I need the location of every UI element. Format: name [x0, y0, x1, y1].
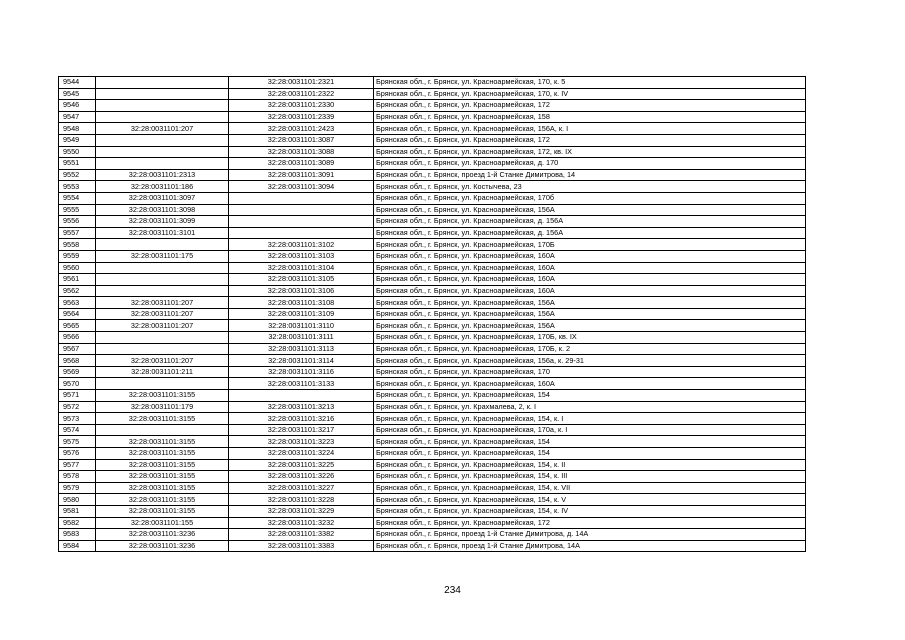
row-number-cell: 9568 [59, 355, 96, 367]
table-row [59, 308, 806, 320]
address-cell: Брянская обл., г. Брянск, ул. Красноармейская, 170, к. 5 [374, 77, 806, 89]
table-row [59, 332, 806, 344]
address-cell: Брянская обл., г. Брянск, ул. Костычева, 23 [374, 181, 806, 193]
row-number-cell: 9563 [59, 297, 96, 309]
parent-cadastral-cell: 32:28:0031101:207 [96, 123, 229, 135]
address-cell: Брянская обл., г. Брянск, ул. Красноармейская, 172 [374, 517, 806, 529]
row-number-cell: 9554 [59, 192, 96, 204]
table-row [59, 111, 806, 123]
table-row [59, 123, 806, 135]
row-number-cell: 9572 [59, 401, 96, 413]
table-row [59, 529, 806, 541]
address-cell: Брянская обл., г. Брянск, ул. Красноармейская, 154 [374, 448, 806, 460]
parent-cadastral-cell: 32:28:0031101:207 [96, 320, 229, 332]
row-number-cell: 9570 [59, 378, 96, 390]
row-number-cell: 9559 [59, 250, 96, 262]
address-cell: Брянская обл., г. Брянск, ул. Красноармейская, д. 156А [374, 216, 806, 228]
parent-cadastral-cell: 32:28:0031101:207 [96, 308, 229, 320]
parent-cadastral-cell [96, 100, 229, 112]
table-row [59, 192, 806, 204]
row-number-cell: 9566 [59, 332, 96, 344]
parent-cadastral-cell: 32:28:0031101:179 [96, 401, 229, 413]
address-cell: Брянская обл., г. Брянск, ул. Красноармейская, 170, к. IV [374, 88, 806, 100]
table-row [59, 482, 806, 494]
row-number-cell: 9546 [59, 100, 96, 112]
table-row [59, 390, 806, 402]
parent-cadastral-cell [96, 424, 229, 436]
parent-cadastral-cell: 32:28:0031101:175 [96, 250, 229, 262]
cadastral-number-cell: 32:28:0031101:3113 [229, 343, 374, 355]
address-cell: Брянская обл., г. Брянск, ул. Красноармейская, 160А [374, 285, 806, 297]
address-cell: Брянская обл., г. Брянск, ул. Красноармейская, 160А [374, 274, 806, 286]
parent-cadastral-cell [96, 262, 229, 274]
row-number-cell: 9582 [59, 517, 96, 529]
table-row [59, 88, 806, 100]
table-row [59, 158, 806, 170]
parent-cadastral-cell [96, 285, 229, 297]
cadastral-number-cell: 32:28:0031101:3116 [229, 366, 374, 378]
table-row [59, 227, 806, 239]
cadastral-number-cell [229, 227, 374, 239]
row-number-cell: 9553 [59, 181, 96, 193]
address-cell: Брянская обл., г. Брянск, ул. Красноармейская, 154, к. V [374, 494, 806, 506]
cadastral-number-cell: 32:28:0031101:3111 [229, 332, 374, 344]
table-row [59, 517, 806, 529]
parent-cadastral-cell: 32:28:0031101:3155 [96, 471, 229, 483]
row-number-cell: 9558 [59, 239, 96, 251]
parent-cadastral-cell: 32:28:0031101:3155 [96, 505, 229, 517]
table-body [59, 77, 806, 552]
row-number-cell: 9556 [59, 216, 96, 228]
address-cell: Брянская обл., г. Брянск, ул. Красноармейская, 154, к. IV [374, 505, 806, 517]
table-row [59, 204, 806, 216]
cadastral-number-cell: 32:28:0031101:3108 [229, 297, 374, 309]
cadastral-number-cell: 32:28:0031101:3105 [229, 274, 374, 286]
cadastral-number-cell: 32:28:0031101:3114 [229, 355, 374, 367]
address-cell: Брянская обл., г. Брянск, ул. Красноармейская, 154 [374, 436, 806, 448]
cadastral-number-cell: 32:28:0031101:3103 [229, 250, 374, 262]
cadastral-number-cell: 32:28:0031101:3227 [229, 482, 374, 494]
row-number-cell: 9552 [59, 169, 96, 181]
table-row [59, 285, 806, 297]
table-row [59, 169, 806, 181]
cadastral-number-cell: 32:28:0031101:3091 [229, 169, 374, 181]
parent-cadastral-cell [96, 274, 229, 286]
cadastral-number-cell: 32:28:0031101:2423 [229, 123, 374, 135]
table-row [59, 216, 806, 228]
parent-cadastral-cell [96, 111, 229, 123]
table-row [59, 436, 806, 448]
row-number-cell: 9549 [59, 134, 96, 146]
table-row [59, 355, 806, 367]
row-number-cell: 9573 [59, 413, 96, 425]
address-cell: Брянская обл., г. Брянск, ул. Красноармейская, 160А [374, 262, 806, 274]
parent-cadastral-cell: 32:28:0031101:3155 [96, 482, 229, 494]
table-row [59, 401, 806, 413]
address-cell: Брянская обл., г. Брянск, ул. Красноармейская, 156А [374, 308, 806, 320]
cadastral-table [58, 76, 806, 552]
cadastral-number-cell: 32:28:0031101:3217 [229, 424, 374, 436]
row-number-cell: 9579 [59, 482, 96, 494]
row-number-cell: 9557 [59, 227, 96, 239]
table-row [59, 471, 806, 483]
address-cell: Брянская обл., г. Брянск, ул. Красноармейская, 160А [374, 250, 806, 262]
cadastral-number-cell [229, 390, 374, 402]
parent-cadastral-cell: 32:28:0031101:3155 [96, 459, 229, 471]
cadastral-number-cell: 32:28:0031101:3225 [229, 459, 374, 471]
table-row [59, 181, 806, 193]
row-number-cell: 9574 [59, 424, 96, 436]
row-number-cell: 9565 [59, 320, 96, 332]
address-cell: Брянская обл., г. Брянск, ул. Крахмалева, 2, к. I [374, 401, 806, 413]
row-number-cell: 9581 [59, 505, 96, 517]
table-row [59, 77, 806, 89]
cadastral-number-cell: 32:28:0031101:3106 [229, 285, 374, 297]
table-row [59, 540, 806, 552]
cadastral-number-cell: 32:28:0031101:3213 [229, 401, 374, 413]
cadastral-number-cell: 32:28:0031101:3110 [229, 320, 374, 332]
row-number-cell: 9571 [59, 390, 96, 402]
address-cell: Брянская обл., г. Брянск, ул. Красноармейская, д. 170 [374, 158, 806, 170]
parent-cadastral-cell [96, 239, 229, 251]
row-number-cell: 9545 [59, 88, 96, 100]
table-row [59, 239, 806, 251]
cadastral-number-cell: 32:28:0031101:3094 [229, 181, 374, 193]
cadastral-number-cell: 32:28:0031101:2321 [229, 77, 374, 89]
address-cell: Брянская обл., г. Брянск, ул. Красноармейская, 156А [374, 297, 806, 309]
address-cell: Брянская обл., г. Брянск, ул. Красноармейская, 172 [374, 134, 806, 146]
cadastral-number-cell: 32:28:0031101:2339 [229, 111, 374, 123]
row-number-cell: 9550 [59, 146, 96, 158]
address-cell: Брянская обл., г. Брянск, ул. Красноармейская, 156А, к. I [374, 123, 806, 135]
address-cell: Брянская обл., г. Брянск, ул. Красноармейская, 170а, к. I [374, 424, 806, 436]
table-row [59, 505, 806, 517]
row-number-cell: 9544 [59, 77, 96, 89]
parent-cadastral-cell: 32:28:0031101:3097 [96, 192, 229, 204]
parent-cadastral-cell: 32:28:0031101:186 [96, 181, 229, 193]
row-number-cell: 9578 [59, 471, 96, 483]
parent-cadastral-cell: 32:28:0031101:3155 [96, 390, 229, 402]
parent-cadastral-cell: 32:28:0031101:207 [96, 355, 229, 367]
address-cell: Брянская обл., г. Брянск, ул. Красноармейская, 170Б, к. 2 [374, 343, 806, 355]
row-number-cell: 9577 [59, 459, 96, 471]
row-number-cell: 9562 [59, 285, 96, 297]
row-number-cell: 9576 [59, 448, 96, 460]
address-cell: Брянская обл., г. Брянск, ул. Красноармейская, 170Б, кв. IX [374, 332, 806, 344]
cadastral-number-cell [229, 216, 374, 228]
table-row [59, 134, 806, 146]
parent-cadastral-cell: 32:28:0031101:3155 [96, 494, 229, 506]
address-cell: Брянская обл., г. Брянск, ул. Красноармейская, 154, к. II [374, 459, 806, 471]
parent-cadastral-cell [96, 77, 229, 89]
table-row [59, 413, 806, 425]
parent-cadastral-cell: 32:28:0031101:155 [96, 517, 229, 529]
row-number-cell: 9560 [59, 262, 96, 274]
row-number-cell: 9580 [59, 494, 96, 506]
cadastral-number-cell: 32:28:0031101:3109 [229, 308, 374, 320]
cadastral-number-cell: 32:28:0031101:3232 [229, 517, 374, 529]
address-cell: Брянская обл., г. Брянск, ул. Красноармейская, 154 [374, 390, 806, 402]
cadastral-number-cell: 32:28:0031101:3228 [229, 494, 374, 506]
row-number-cell: 9555 [59, 204, 96, 216]
row-number-cell: 9551 [59, 158, 96, 170]
parent-cadastral-cell [96, 134, 229, 146]
address-cell: Брянская обл., г. Брянск, ул. Красноармейская, 154, к. III [374, 471, 806, 483]
table-row [59, 378, 806, 390]
cadastral-number-cell [229, 204, 374, 216]
row-number-cell: 9548 [59, 123, 96, 135]
row-number-cell: 9584 [59, 540, 96, 552]
address-cell: Брянская обл., г. Брянск, ул. Красноармейская, 156А [374, 204, 806, 216]
table-row [59, 366, 806, 378]
cadastral-number-cell: 32:28:0031101:3224 [229, 448, 374, 460]
table-row [59, 459, 806, 471]
address-cell: Брянская обл., г. Брянск, проезд 1-й Станке Димитрова, д. 14А [374, 529, 806, 541]
row-number-cell: 9575 [59, 436, 96, 448]
row-number-cell: 9564 [59, 308, 96, 320]
cadastral-number-cell: 32:28:0031101:3383 [229, 540, 374, 552]
parent-cadastral-cell [96, 158, 229, 170]
cadastral-number-cell: 32:28:0031101:3088 [229, 146, 374, 158]
address-cell: Брянская обл., г. Брянск, ул. Красноармейская, 154, к. VII [374, 482, 806, 494]
parent-cadastral-cell: 32:28:0031101:3155 [96, 436, 229, 448]
cadastral-number-cell: 32:28:0031101:3223 [229, 436, 374, 448]
address-cell: Брянская обл., г. Брянск, ул. Красноармейская, 170б [374, 192, 806, 204]
table-row [59, 262, 806, 274]
address-cell: Брянская обл., г. Брянск, проезд 1-й Станке Димитрова, 14 [374, 169, 806, 181]
parent-cadastral-cell: 32:28:0031101:3155 [96, 413, 229, 425]
address-cell: Брянская обл., г. Брянск, ул. Красноармейская, 154, к. I [374, 413, 806, 425]
parent-cadastral-cell: 32:28:0031101:3236 [96, 540, 229, 552]
row-number-cell: 9561 [59, 274, 96, 286]
row-number-cell: 9547 [59, 111, 96, 123]
address-cell: Брянская обл., г. Брянск, ул. Красноармейская, 172, кв. IX [374, 146, 806, 158]
address-cell: Брянская обл., г. Брянск, ул. Красноармейская, 170Б [374, 239, 806, 251]
page-number: 234 [444, 585, 461, 596]
parent-cadastral-cell: 32:28:0031101:3098 [96, 204, 229, 216]
table-row [59, 448, 806, 460]
address-cell: Брянская обл., г. Брянск, проезд 1-й Станке Димитрова, 14А [374, 540, 806, 552]
cadastral-number-cell: 32:28:0031101:3133 [229, 378, 374, 390]
cadastral-number-cell: 32:28:0031101:3216 [229, 413, 374, 425]
cadastral-number-cell: 32:28:0031101:3104 [229, 262, 374, 274]
address-cell: Брянская обл., г. Брянск, ул. Красноармейская, 158 [374, 111, 806, 123]
parent-cadastral-cell: 32:28:0031101:2313 [96, 169, 229, 181]
row-number-cell: 9583 [59, 529, 96, 541]
table-row [59, 424, 806, 436]
table-row [59, 494, 806, 506]
parent-cadastral-cell [96, 332, 229, 344]
cadastral-number-cell: 32:28:0031101:3089 [229, 158, 374, 170]
cadastral-number-cell [229, 192, 374, 204]
cadastral-number-cell: 32:28:0031101:3087 [229, 134, 374, 146]
address-cell: Брянская обл., г. Брянск, ул. Красноармейская, 156а, к. 29-31 [374, 355, 806, 367]
table-row [59, 274, 806, 286]
address-cell: Брянская обл., г. Брянск, ул. Красноармейская, д. 156А [374, 227, 806, 239]
address-cell: Брянская обл., г. Брянск, ул. Красноармейская, 160А [374, 378, 806, 390]
table-row [59, 146, 806, 158]
cadastral-number-cell: 32:28:0031101:3102 [229, 239, 374, 251]
table-row [59, 320, 806, 332]
table-row [59, 250, 806, 262]
cadastral-number-cell: 32:28:0031101:3382 [229, 529, 374, 541]
parent-cadastral-cell: 32:28:0031101:3155 [96, 448, 229, 460]
address-cell: Брянская обл., г. Брянск, ул. Красноармейская, 172 [374, 100, 806, 112]
cadastral-number-cell: 32:28:0031101:2322 [229, 88, 374, 100]
parent-cadastral-cell [96, 378, 229, 390]
address-cell: Брянская обл., г. Брянск, ул. Красноармейская, 156А [374, 320, 806, 332]
table-row [59, 343, 806, 355]
cadastral-number-cell: 32:28:0031101:3226 [229, 471, 374, 483]
parent-cadastral-cell [96, 88, 229, 100]
parent-cadastral-cell [96, 343, 229, 355]
parent-cadastral-cell: 32:28:0031101:207 [96, 297, 229, 309]
row-number-cell: 9569 [59, 366, 96, 378]
cadastral-number-cell: 32:28:0031101:3229 [229, 505, 374, 517]
table-row [59, 100, 806, 112]
parent-cadastral-cell [96, 146, 229, 158]
parent-cadastral-cell: 32:28:0031101:3101 [96, 227, 229, 239]
table-row [59, 297, 806, 309]
parent-cadastral-cell: 32:28:0031101:3236 [96, 529, 229, 541]
parent-cadastral-cell: 32:28:0031101:3099 [96, 216, 229, 228]
parent-cadastral-cell: 32:28:0031101:211 [96, 366, 229, 378]
address-cell: Брянская обл., г. Брянск, ул. Красноармейская, 170 [374, 366, 806, 378]
row-number-cell: 9567 [59, 343, 96, 355]
cadastral-number-cell: 32:28:0031101:2330 [229, 100, 374, 112]
